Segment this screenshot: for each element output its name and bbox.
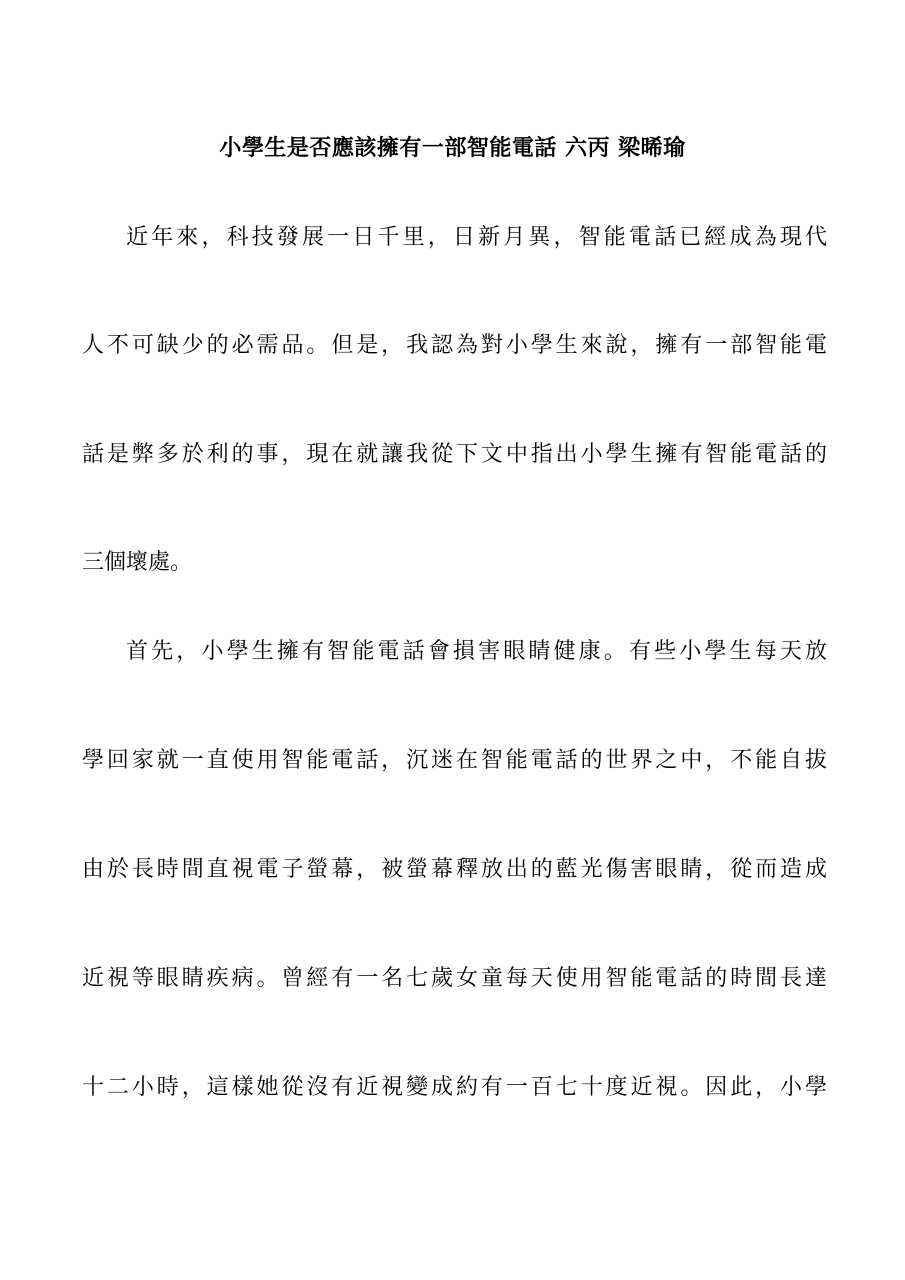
paragraph-1-line-3: 話是弊多於利的事，現在就讓我從下文中指出小學生擁有智能電話的 [82,442,827,467]
paragraph-2-line-5: 十二小時，這樣她從沒有近視變成約有一百七十度近視。因此，小學 [82,1075,827,1100]
paragraph-2-line-4: 近視等眼睛疾病。曾經有一名七歲女童每天使用智能電話的時間長達 [82,966,827,991]
paragraph-2-line-1: 首先，小學生擁有智能電話會損害眼睛健康。有些小學生每天放 [126,639,827,664]
paragraph-2-line-2: 學回家就一直使用智能電話，沉迷在智能電話的世界之中，不能自拔 [82,748,827,773]
paragraph-1-line-2: 人不可缺少的必需品。但是，我認為對小學生來說，擁有一部智能電 [82,333,827,358]
paragraph-1-line-4: 三個壞處。 [82,550,193,575]
paragraph-2-line-3: 由於長時間直視電子螢幕，被螢幕釋放出的藍光傷害眼睛，從而造成 [82,857,827,882]
paragraph-1-line-1: 近年來，科技發展一日千里，日新月異，智能電話已經成為現代 [126,225,827,250]
essay-title: 小學生是否應該擁有一部智能電話 六丙 梁晞瑜 [219,136,686,161]
